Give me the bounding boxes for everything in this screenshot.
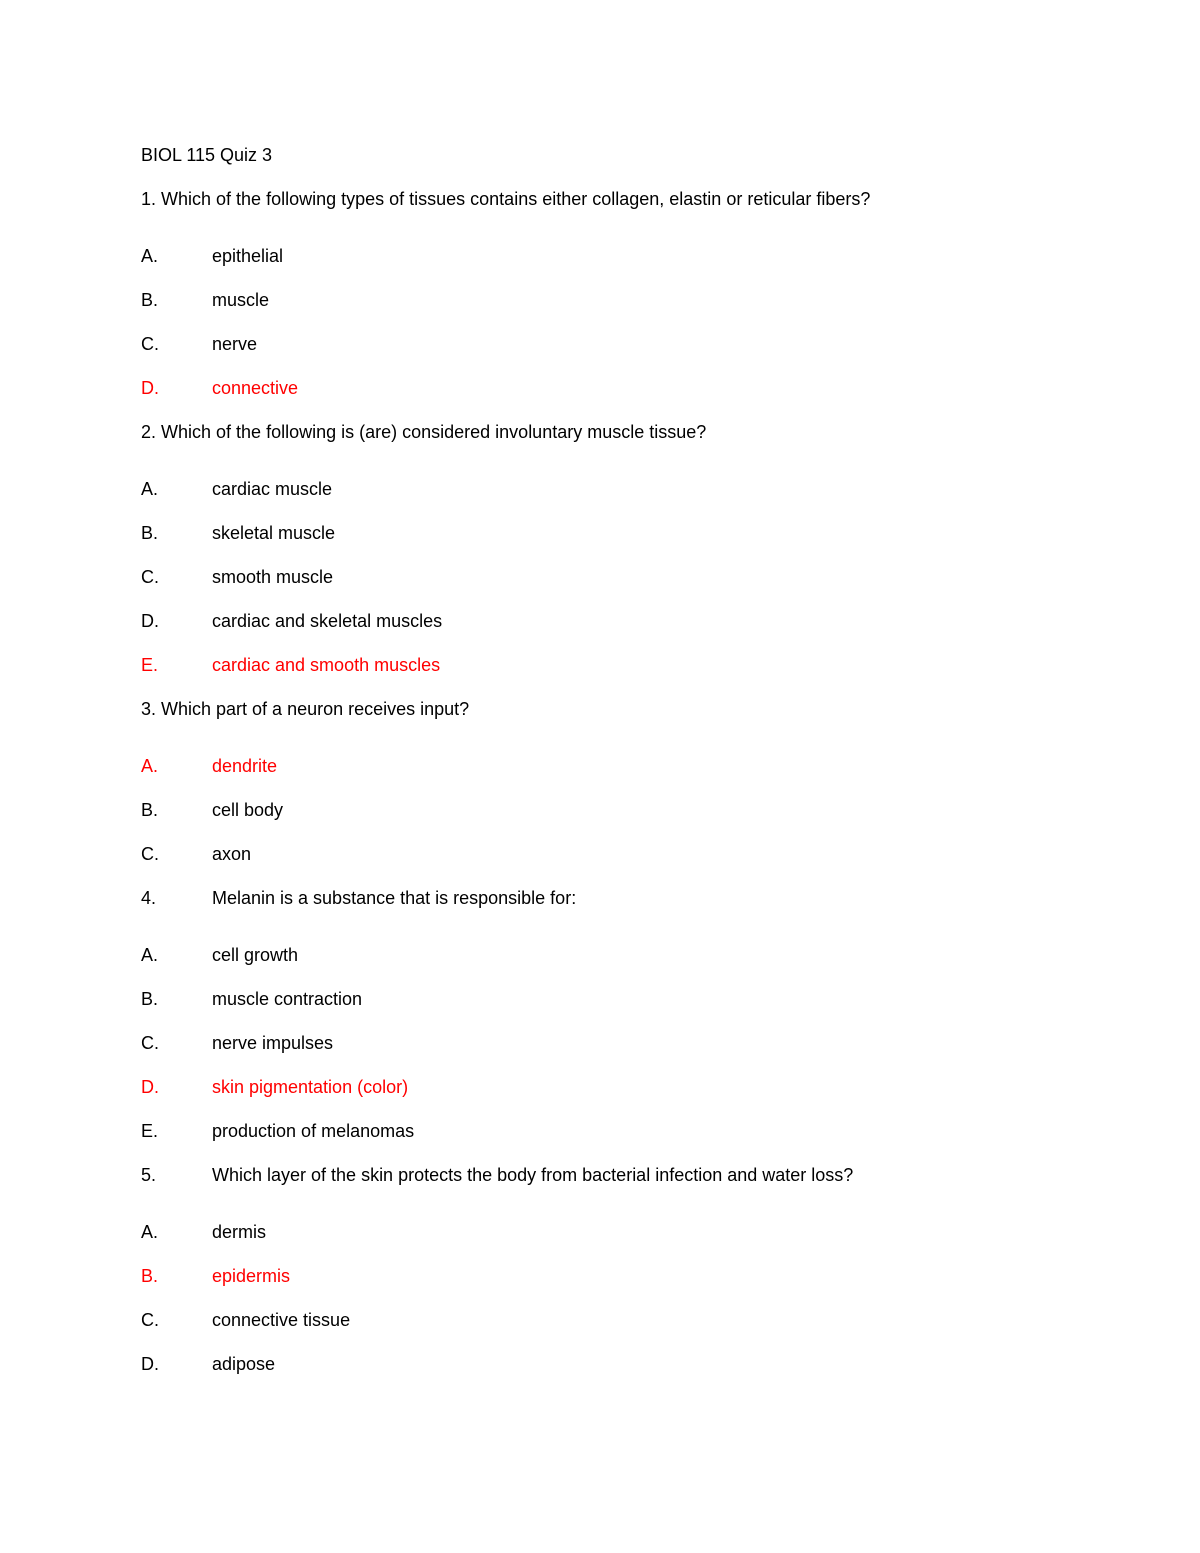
question-text: Which of the following is (are) considered involuntary muscle tissue?: [161, 422, 707, 442]
option-letter: C.: [141, 1033, 159, 1053]
option-5c: [141, 1305, 1041, 1335]
document-title: BIOL 115 Quiz 3: [141, 145, 273, 165]
option-text: skeletal muscle: [212, 523, 336, 543]
option-text: connective tissue: [212, 1310, 351, 1330]
option-letter: C.: [141, 844, 159, 864]
option-text: dermis: [212, 1222, 267, 1242]
option-text: nerve: [212, 334, 258, 354]
option-5d: [141, 1349, 1041, 1379]
question-2: [141, 417, 1041, 447]
question-number: 1.: [141, 189, 162, 209]
question-5: [141, 1160, 1041, 1190]
option-1a: [141, 241, 1041, 271]
option-3b: [141, 795, 1041, 825]
question-number: 3.: [141, 699, 162, 719]
document-page: [141, 140, 1041, 1393]
option-letter: B.: [141, 290, 159, 310]
option-letter: D.: [141, 611, 159, 631]
option-text: cardiac and skeletal muscles: [212, 611, 443, 631]
option-text: cardiac muscle: [212, 479, 333, 499]
option-4e: [141, 1116, 1041, 1146]
option-text: production of melanomas: [212, 1121, 415, 1141]
option-text: nerve impulses: [212, 1033, 334, 1053]
option-letter: A.: [141, 756, 159, 776]
question-text: Which part of a neuron receives input?: [161, 699, 470, 719]
question-text: Which of the following types of tissues contains either collagen, elastin or reticular fibers?: [161, 189, 871, 209]
option-letter: D.: [141, 1354, 159, 1374]
option-3c: [141, 839, 1041, 869]
option-text: muscle contraction: [212, 989, 363, 1009]
option-letter: A.: [141, 1222, 159, 1242]
option-2a: [141, 474, 1041, 504]
option-text: epidermis: [212, 1266, 291, 1286]
option-text: adipose: [212, 1354, 276, 1374]
option-text: smooth muscle: [212, 567, 334, 587]
option-text: axon: [212, 844, 252, 864]
option-letter: C.: [141, 1310, 159, 1330]
option-1b: [141, 285, 1041, 315]
option-2e-correct: [141, 650, 1041, 680]
question-4: [141, 883, 1041, 913]
option-1d-correct: [141, 373, 1041, 403]
question-text: Melanin is a substance that is responsible for:: [212, 888, 577, 908]
option-5a: [141, 1217, 1041, 1247]
option-1c: [141, 329, 1041, 359]
question-3: [141, 694, 1041, 724]
option-4d-correct: [141, 1072, 1041, 1102]
option-text: connective: [212, 378, 299, 398]
option-3a-correct: [141, 751, 1041, 781]
option-letter: D.: [141, 378, 159, 398]
option-2d: [141, 606, 1041, 636]
question-1: [141, 184, 1041, 214]
option-letter: D.: [141, 1077, 159, 1097]
option-letter: E.: [141, 1121, 159, 1141]
option-2c: [141, 562, 1041, 592]
option-text: skin pigmentation (color): [212, 1077, 409, 1097]
question-number: 2.: [141, 422, 162, 442]
option-letter: B.: [141, 989, 159, 1009]
option-letter: B.: [141, 523, 159, 543]
option-4a: [141, 940, 1041, 970]
option-letter: A.: [141, 246, 159, 266]
option-text: cell body: [212, 800, 284, 820]
option-letter: B.: [141, 800, 159, 820]
question-number: 5.: [141, 1165, 157, 1185]
question-number: 4.: [141, 888, 157, 908]
option-text: muscle: [212, 290, 270, 310]
question-text: Which layer of the skin protects the body from bacterial infection and water loss?: [212, 1165, 854, 1185]
option-letter: C.: [141, 334, 159, 354]
option-text: dendrite: [212, 756, 278, 776]
option-letter: A.: [141, 945, 159, 965]
option-text: cardiac and smooth muscles: [212, 655, 441, 675]
option-letter: E.: [141, 655, 159, 675]
option-4c: [141, 1028, 1041, 1058]
option-5b-correct: [141, 1261, 1041, 1291]
option-2b: [141, 518, 1041, 548]
option-text: epithelial: [212, 246, 284, 266]
option-letter: C.: [141, 567, 159, 587]
option-4b: [141, 984, 1041, 1014]
option-letter: A.: [141, 479, 159, 499]
option-letter: B.: [141, 1266, 159, 1286]
option-text: cell growth: [212, 945, 299, 965]
